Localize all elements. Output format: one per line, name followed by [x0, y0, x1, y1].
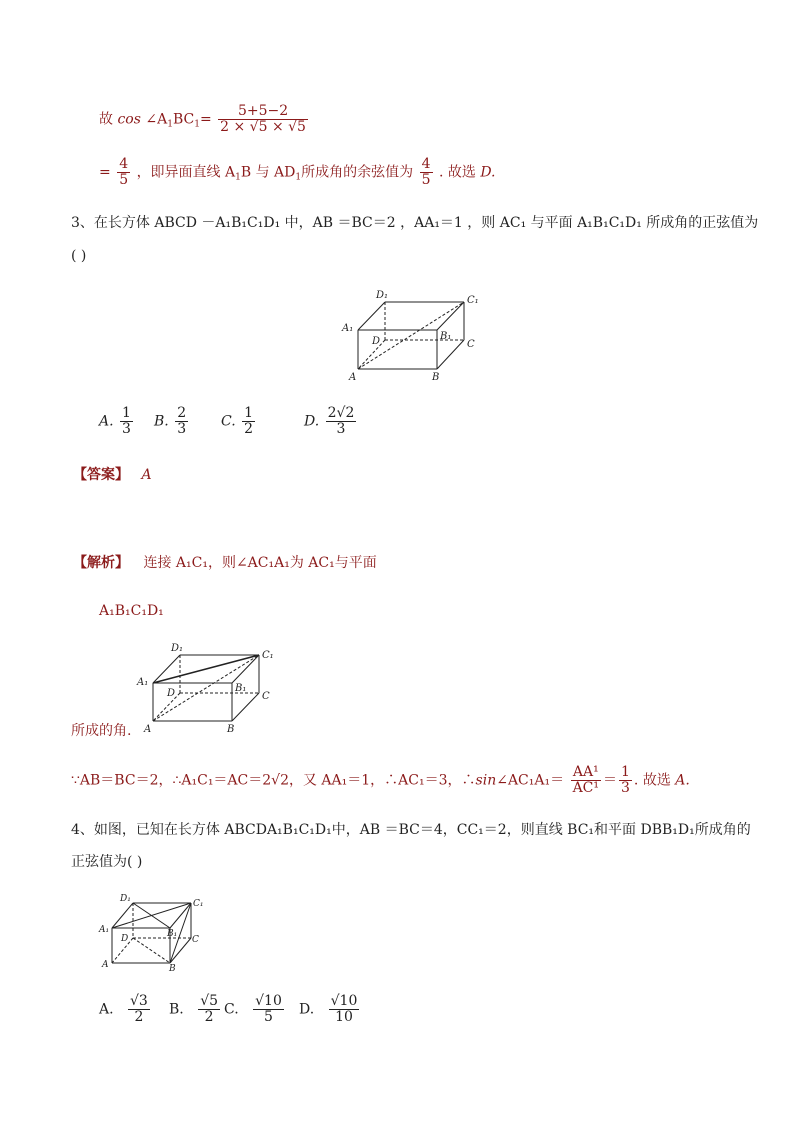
- q4-label-c1: C₁: [193, 899, 204, 909]
- q2-cos: cos: [117, 111, 141, 128]
- fig2-label-c1: C₁: [262, 650, 274, 661]
- q2-bc: BC: [172, 111, 195, 128]
- q3-label-a1: A₁: [342, 323, 354, 334]
- q4-option-b-letter: B.: [169, 1001, 184, 1018]
- q3-label-c1: C₁: [467, 295, 479, 306]
- fig2-label-a1: A₁: [137, 677, 149, 688]
- conclusion-a: ∵AB＝BC＝2，∴A₁C₁＝AC＝2√2，又 AA₁＝1，∴AC₁＝3，∴: [71, 772, 476, 789]
- q3-analysis: [73, 553, 377, 573]
- q4-option-c-letter: C.: [224, 1001, 239, 1018]
- analysis-label: 【解析】: [73, 555, 129, 571]
- q3-conclusion: [71, 765, 690, 796]
- q4-stem-line2: 正弦值为( ): [71, 854, 143, 870]
- q4-label-c: C: [192, 935, 199, 945]
- q3-label-a: A: [349, 372, 357, 383]
- q3-analysis-figure: [135, 640, 285, 740]
- fig2-label-b1: B₁: [235, 683, 247, 694]
- fig2-label-a: A: [144, 724, 152, 735]
- q4-option-a[interactable]: [99, 994, 152, 1025]
- q3-stem: 3、在长方体 ABCD －A₁B₁C₁D₁ 中，AB ＝BC＝2 ，AA₁＝1 ，则 AC₁ 与平面 A₁B₁C₁D₁ 所成角的正弦值为: [71, 215, 759, 231]
- q2-line2-eq: =: [99, 164, 111, 181]
- fig2-label-d1: D₁: [171, 643, 184, 654]
- q4-option-c[interactable]: [224, 994, 286, 1025]
- q2-cos-fraction: [218, 104, 308, 135]
- q4-option-c-num: √10: [255, 993, 282, 1009]
- q2-text-a: ，即异面直线 A: [136, 164, 236, 181]
- q2-text-d: . 故选: [438, 164, 476, 181]
- q3-option-c-num: 1: [244, 405, 254, 421]
- q2-line1-prefix: 故: [99, 111, 113, 128]
- q4-option-d-letter: D.: [299, 1001, 315, 1018]
- q3-option-a-letter: A.: [99, 413, 114, 430]
- conclusion-c: . 故选: [633, 772, 671, 789]
- q3-option-d-letter: D.: [304, 413, 320, 430]
- q3-option-b[interactable]: [154, 406, 190, 437]
- conclusion-frac: [571, 765, 601, 796]
- conclusion-frac2: [619, 765, 632, 796]
- conclusion-frac2-num: 1: [621, 764, 630, 780]
- q4-option-c-den: 5: [264, 1009, 273, 1025]
- conclusion-frac-num: AA¹: [571, 765, 601, 781]
- fig2-label-c: C: [262, 691, 270, 702]
- q3-option-b-num: 2: [177, 405, 187, 421]
- q4-label-b1: B₁: [167, 929, 178, 939]
- q3-option-c-letter: C.: [221, 413, 236, 430]
- conclusion-frac-den: AC¹: [572, 780, 599, 796]
- q4-label-a: A: [102, 960, 109, 970]
- q3-label-c: C: [467, 339, 475, 350]
- conclusion-sin: sin: [475, 772, 497, 789]
- answer-value: A: [141, 467, 152, 483]
- q3-label-d: D: [372, 336, 381, 347]
- conclusion-eq: ＝: [603, 772, 617, 789]
- q3-option-b-letter: B.: [154, 413, 169, 430]
- q3-option-c-den: 2: [244, 421, 254, 437]
- q3-paren: ( ): [71, 248, 87, 264]
- q2-angle: ∠A: [145, 111, 168, 128]
- q4-label-d: D: [121, 934, 129, 944]
- q2-line2: = $\frac{4}{5}$ ，即异面直线 $A_1B$ 与 $AD_1$所成角的余弦值为 $\frac{4}{5}$ . 故选 D.: [99, 156, 496, 188]
- q3-option-a-num: 1: [122, 405, 131, 421]
- q4-label-d1: D₁: [120, 894, 131, 904]
- q4-option-a-num: √3: [130, 993, 148, 1009]
- q2-eq: =: [199, 111, 212, 128]
- q4-option-d-den: 10: [335, 1009, 353, 1025]
- q3-label-b: B: [432, 372, 440, 383]
- q3-option-c[interactable]: [221, 406, 257, 437]
- fig2-label-d: D: [167, 688, 176, 699]
- q4-option-d[interactable]: [299, 994, 361, 1025]
- q2-frac-a-den: 5: [119, 172, 129, 188]
- q4-cuboid-figure: [95, 888, 210, 973]
- q4-stem-line1: 4、如图，已知在长方体 ABCDA₁B₁C₁D₁中，AB ＝BC＝4，CC₁＝2，则直线 BC₁和平面 DBB₁D₁所成角的: [71, 822, 751, 838]
- analysis-plane: A₁B₁C₁D₁: [99, 603, 164, 619]
- q4-label-b: B: [169, 964, 176, 973]
- q2-frac-a: [117, 157, 130, 188]
- q3-cuboid-figure: [340, 285, 490, 385]
- q3-option-b-den: 3: [177, 421, 187, 437]
- q3-option-d-den: 3: [336, 421, 346, 437]
- q2-choice: D.: [480, 164, 496, 181]
- analysis-text: 连接 A₁C₁，则∠AC₁A₁为 AC₁与平面: [143, 555, 377, 571]
- conclusion-choice: A.: [675, 772, 690, 789]
- q3-option-d[interactable]: [304, 406, 358, 437]
- q4-option-b-num: √5: [200, 993, 219, 1009]
- q3-label-d1: D₁: [376, 290, 389, 301]
- q4-option-a-letter: A.: [99, 1001, 114, 1018]
- q3-option-a-den: 3: [122, 421, 131, 437]
- q2-line1: 故 $\cos \angle A_1BC_1=$ $\frac{5+5-2}{2 \times √5 \times √5}$: [99, 103, 306, 135]
- analysis-after-figure: 所成的角.: [71, 723, 132, 739]
- q2-frac-b: [420, 157, 433, 188]
- q2-frac-b-num: 4: [421, 156, 431, 172]
- q2-frac-b-den: 5: [421, 172, 431, 188]
- q4-option-b-den: 2: [204, 1009, 214, 1025]
- q4-option-a-den: 2: [134, 1009, 144, 1025]
- fig2-label-b: B: [227, 724, 235, 735]
- q3-option-a[interactable]: [99, 406, 135, 437]
- conclusion-b: ∠AC₁A₁＝: [496, 772, 565, 789]
- q2-cos-den: 2 × √5 × √5: [220, 119, 306, 135]
- q2-text-c: 所成角的余弦值为: [301, 164, 414, 181]
- q3-option-d-num: 2√2: [327, 405, 355, 421]
- q4-option-d-num: √10: [330, 993, 358, 1009]
- q3-label-b1: B₁: [440, 331, 452, 342]
- q3-answer: [73, 465, 152, 485]
- q4-option-b[interactable]: [169, 994, 222, 1025]
- q2-cos-num: 5+5−2: [218, 104, 308, 120]
- q4-label-a1: A₁: [99, 925, 110, 935]
- q2-text-b: B 与 AD: [240, 164, 296, 181]
- answer-label: 【答案】: [73, 467, 129, 483]
- conclusion-frac2-den: 3: [621, 780, 630, 796]
- q2-frac-a-num: 4: [119, 156, 129, 172]
